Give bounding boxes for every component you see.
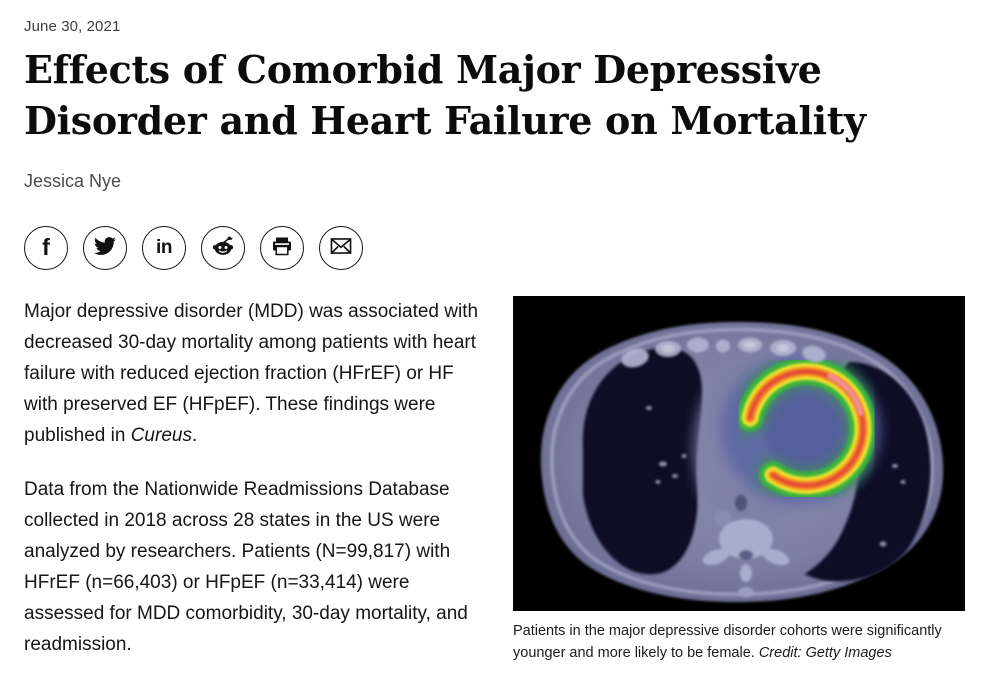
twitter-icon	[94, 235, 116, 260]
figure-caption-text: Patients in the major depressive disorder cohorts were significantly younger and more likely to be female.	[513, 622, 942, 661]
reddit-share-button[interactable]	[201, 226, 245, 270]
linkedin-icon: in	[156, 237, 172, 259]
twitter-share-button[interactable]	[83, 226, 127, 270]
article-figure	[513, 296, 965, 683]
pet-ct-scan-image	[513, 296, 965, 611]
paragraph-1-period: .	[191, 425, 198, 447]
author-byline[interactable]: Jessica Nye	[24, 170, 122, 191]
email-icon	[328, 233, 354, 262]
journal-name: Cureus	[130, 425, 192, 447]
share-bar	[24, 226, 962, 270]
publish-date: June 30, 2021	[24, 18, 121, 35]
print-icon	[270, 234, 294, 261]
figure-credit: Credit: Getty Images	[758, 644, 892, 661]
article-text-column	[24, 296, 479, 683]
article-body	[24, 296, 962, 683]
paragraph-1-text: Major depressive disorder (MDD) was associated with decreased 30-day mortality among patients with heart failure with reduced ejection fraction (HFrEF) or HF with preserved EF (HFpEF). These findings were published in	[24, 300, 479, 447]
facebook-share-button[interactable]	[24, 226, 68, 270]
page-title: Effects of Comorbid Major Depressive Disorder and Heart Failure on Mortality	[24, 47, 866, 143]
facebook-icon: f	[42, 234, 50, 261]
figure-caption	[513, 620, 965, 664]
paragraph-2: Data from the Nationwide Readmissions Database collected in 2018 across 28 states in the US were analyzed by researchers. Patients (N=99,817) with HFrEF (n=66,403) or HFpEF (n=33,414) were assessed for MDD comorbidity, 30-day mortality, and readmission.	[24, 478, 468, 656]
linkedin-share-button[interactable]	[142, 226, 186, 270]
reddit-icon	[210, 233, 236, 262]
paragraph-1	[24, 296, 479, 452]
pet-ct-scan-graphic	[513, 296, 965, 611]
email-share-button[interactable]	[319, 226, 363, 270]
print-button[interactable]	[260, 226, 304, 270]
